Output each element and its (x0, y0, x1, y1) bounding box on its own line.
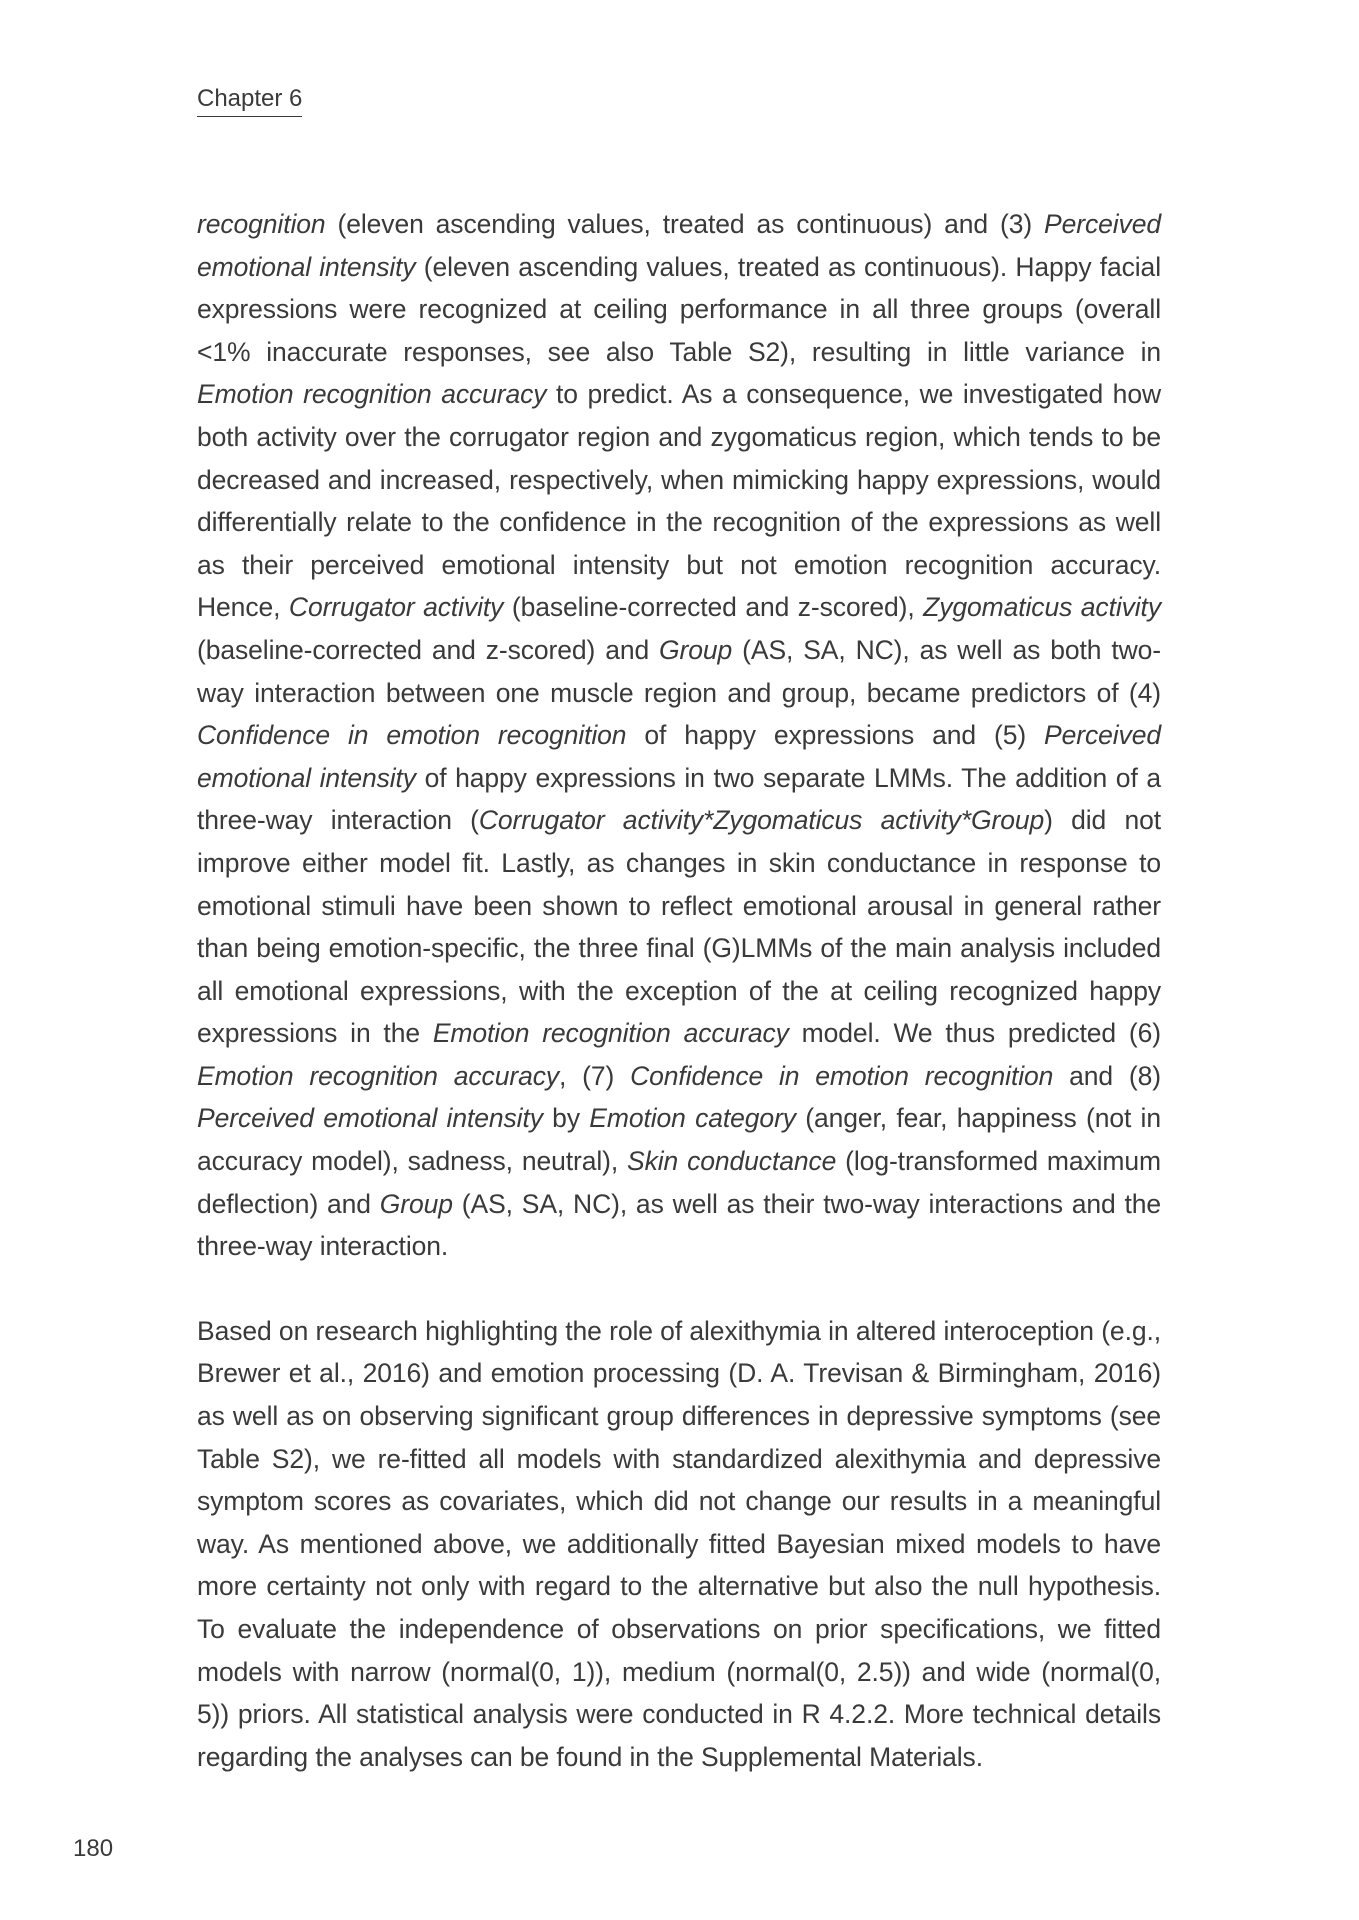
text-run: (baseline-corrected and z-scored) and (197, 634, 660, 665)
paragraph (197, 203, 1161, 1268)
chapter-header: Chapter 6 (197, 84, 302, 117)
italic-term: Perceived emotional intensity (197, 720, 1161, 793)
italic-term: recognition (197, 209, 326, 239)
italic-term: Perceived emotional intensity (197, 209, 1161, 282)
text-run: (log-transformed maximum deflection) and (197, 1146, 1162, 1219)
body-text (197, 203, 1161, 1778)
italic-term: Skin conductance (627, 1146, 837, 1177)
text-run: by (542, 1103, 590, 1134)
text-run: ) did not improve either model fit. Lastly, as changes in skin conductance in response to emotional stimuli have been shown to reflect emotional arousal in general rather than being emotion-specific, the three final (G)LMMs of the main analysis included all emotional expressions, with the exception of the at ceiling recognized happy expressions in the (197, 805, 1161, 1049)
italic-term: Emotion recognition accuracy (197, 379, 547, 410)
italic-term: Emotion category (589, 1103, 796, 1134)
italic-term: Corrugator activity (288, 592, 504, 623)
italic-term: Group (659, 634, 733, 665)
page-number: 180 (73, 1835, 114, 1862)
italic-term: Emotion recognition accuracy (197, 1060, 560, 1091)
text-run: (eleven ascending values, treated as continuous). Happy facial expressions were recognized at ceiling performance in all three groups (overall <1% inaccurate responses, see also Table S2), resulting in little variance in (197, 251, 1161, 367)
text-run: model. We thus predicted (6) (788, 1018, 1161, 1049)
text-run: , (7) (559, 1060, 631, 1091)
italic-term: Emotion recognition accuracy (432, 1018, 789, 1049)
italic-term: Perceived emotional intensity (197, 1103, 543, 1134)
text-run: (AS, SA, NC), as well as their two-way interactions and the three-way interaction. (197, 1188, 1161, 1262)
italic-term: Corrugator activity*Zygomaticus activity*Group (478, 805, 1045, 836)
text-run: Based on research highlighting the role of alexithymia in altered interoception (e.g., Brewer et al., 2016) and emotion processing (D. A. Trevisan & Birmingham, 2016) as well as on observing significant group differences in depressive symptoms (see Table S2), we re-fitted all models with standardized alexithymia and depressive symptom scores as covariates, which did not change our results in a meaningful way. As mentioned above, we additionally fitted Bayesian mixed models to have more certainty not only with regard to the alternative but also the null hypothesis. To evaluate the independence of observations on prior specifications, we fitted models with narrow (normal(0, 1)), medium (normal(0, 2.5)) and wide (normal(0, 5)) priors. All statistical analysis were conducted in R 4.2.2. More technical details regarding the analyses can be found in the Supplemental Materials. (197, 1315, 1161, 1772)
italic-term: Confidence in emotion recognition (197, 720, 627, 751)
italic-term: Group (379, 1188, 453, 1219)
text-run: to predict. As a consequence, we investigated how both activity over the corrugator region and zygomaticus region, which tends to be decreased and increased, respectively, when mimicking happy expressions, would differentially relate to the confidence in the recognition of the expressions as well as their perceived emotional intensity but not emotion recognition accuracy. Hence, (197, 379, 1161, 623)
text-run: (AS, SA, NC), as well as both two-way interaction between one muscle region and group, became predictors of (4) (197, 634, 1161, 708)
text-run: (eleven ascending values, treated as continuous) and (3) (325, 209, 1045, 239)
text-run: (anger, fear, happiness (not in accuracy model), sadness, neutral), (197, 1103, 1161, 1177)
text-run: of happy expressions and (5) (626, 720, 1045, 751)
text-run: of happy expressions in two separate LMMs. The addition of a three-way interaction ( (197, 762, 1161, 836)
paragraph (197, 1310, 1161, 1779)
text-run: and (8) (1053, 1060, 1161, 1091)
italic-term: Confidence in emotion recognition (630, 1060, 1054, 1091)
text-run: (baseline-corrected and z-scored), (503, 592, 924, 623)
italic-term: Zygomaticus activity (923, 592, 1161, 623)
